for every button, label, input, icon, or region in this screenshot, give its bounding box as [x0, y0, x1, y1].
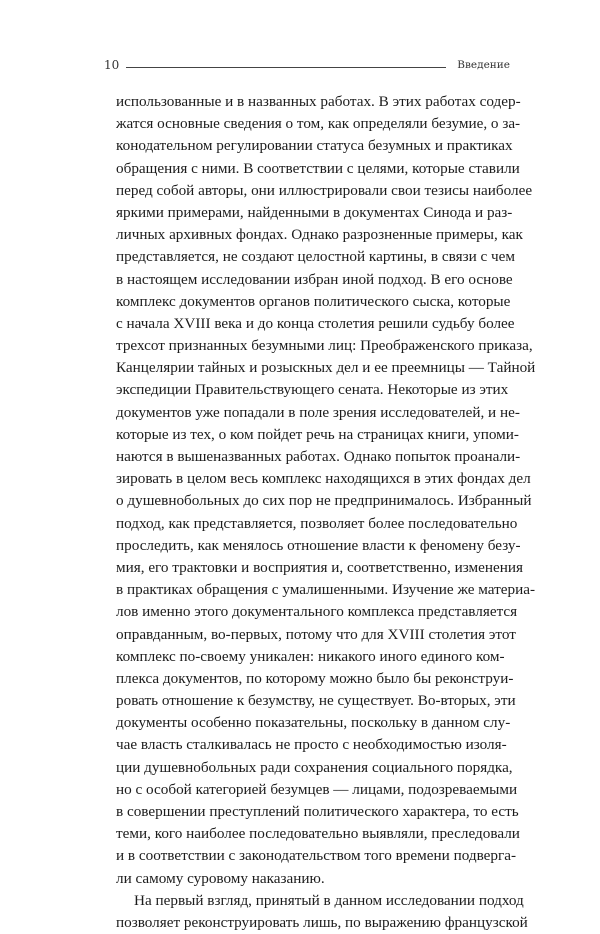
text-line: ции душевнобольных ради сохранения социального порядка, [116, 758, 513, 776]
text-line: с начала XVIII века и до конца столетия решили судьбу более [116, 314, 515, 332]
text-line: Канцелярии тайных и розыскных дел и ее преемницы — Тайной [116, 359, 536, 377]
text-line: ровать отношение к безумству, не существует. Во-вторых, эти [116, 692, 516, 710]
text-line: документы особенно показательны, поскольку в данном слу- [116, 714, 511, 732]
text-line: в настоящем исследовании избран иной подход. В его основе [116, 270, 513, 288]
running-head: Введение [457, 59, 510, 71]
text-line: обращения с ними. В соответствии с целями, которые ставили [116, 159, 520, 177]
text-line: яркими примерами, найденными в документах Синода и раз- [116, 203, 513, 221]
text-line: наются в вышеназванных работах. Однако попыток проанали- [116, 448, 521, 465]
text-line: оправданным, во-первых, потому что для XVIII столетия этот [116, 625, 516, 643]
text-line: в практиках обращения с умалишенными. Изучение же материа- [116, 581, 536, 599]
text-line: документов уже попадали в поле зрения исследователей, и не- [116, 403, 520, 421]
text-line: ли самому суровому наказанию. [116, 869, 325, 887]
text-line: которые из тех, о ком пойдет речь на страницах книги, упоми- [116, 425, 519, 443]
text-line: в совершении преступлений политического характера, то есть [116, 803, 519, 820]
paragraph [116, 890, 528, 934]
text-line: о душевнобольных до сих пор не предпринималось. Избранный [116, 492, 532, 510]
text-line: мия, его трактовки и восприятия и, соответственно, изменения [116, 558, 523, 576]
text-line: теми, кого наиболее последовательно выявляли, преследовали [116, 825, 520, 843]
text-line: позволяет реконструировать лишь, по выражению французской [116, 913, 528, 931]
text-line: комплекс документов органов политического сыска, которые [116, 292, 511, 310]
text-line: экспедиции Правительствующего сената. Некоторые из этих [116, 381, 509, 399]
text-line: жатся основные сведения о том, как определяли безумие, о за- [116, 115, 521, 133]
text-line: лов именно этого документального комплекса представляется [116, 603, 518, 621]
text-line: представляется, не создают целостной картины, в связи с чем [116, 248, 516, 266]
page-number: 10 [104, 58, 120, 72]
text-line: плекса документов, по которому можно было бы реконструи- [116, 669, 514, 687]
text-line: перед собой авторы, они иллюстрировали свои тезисы наиболее [116, 181, 533, 199]
text-line: На первый взгляд, принятый в данном исследовании подход [134, 891, 524, 909]
text-line: комплекс по-своему уникален: никакого иного единого ком- [116, 647, 505, 665]
text-line: трехсот признанных безумными лиц: Преображенского приказа, [116, 337, 533, 355]
page-header [104, 58, 510, 74]
paragraph [116, 91, 536, 890]
text-line: личных архивных фондах. Однако разрозненные примеры, как [116, 226, 523, 244]
body-text [116, 91, 536, 934]
text-line: но с особой категорией безумцев — лицами, подозреваемыми [116, 780, 518, 798]
text-line: чае власть сталкивалась не просто с необходимостью изоля- [116, 736, 507, 754]
header-rule [126, 67, 446, 68]
text-line: подход, как представляется, позволяет более последовательно [116, 514, 518, 532]
text-line: использованные и в названных работах. В этих работах содер- [116, 93, 521, 110]
text-line: и в соответствии с законодательством того времени подверга- [116, 847, 517, 865]
text-line: проследить, как менялось отношение власти к феномену безу- [116, 536, 521, 554]
text-line: зировать в целом весь комплекс находящихся в этих фондах дел [116, 470, 531, 488]
text-line: конодательном регулировании статуса безумных и практиках [116, 137, 513, 155]
